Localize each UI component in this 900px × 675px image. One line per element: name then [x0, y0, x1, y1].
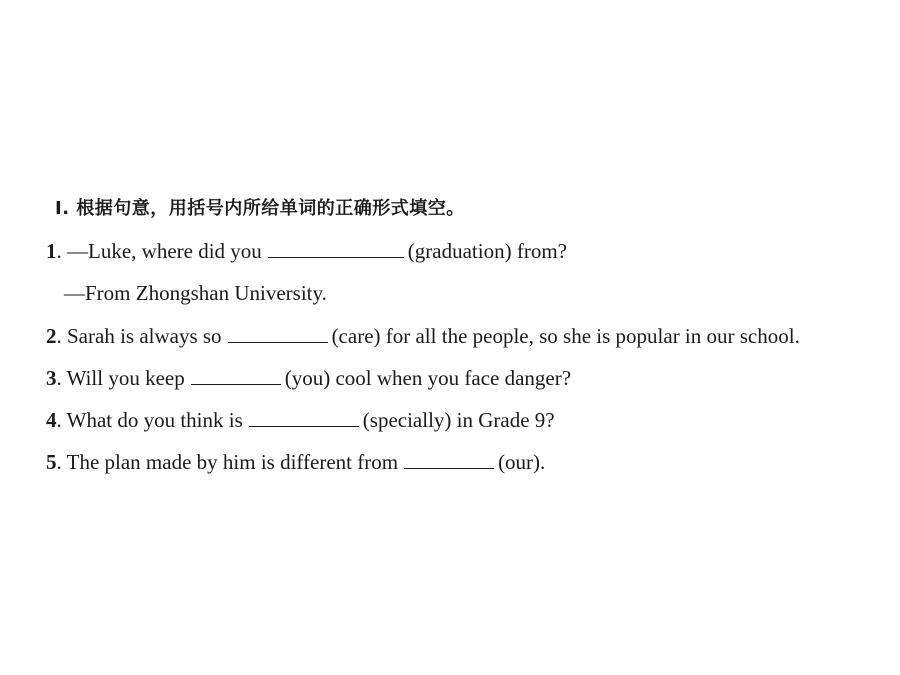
answer-blank[interactable] — [249, 408, 359, 427]
question-text: . —Luke, where did you — [56, 239, 262, 263]
question-text: . Will you keep — [56, 366, 185, 390]
question-2 — [46, 323, 800, 349]
answer-blank[interactable] — [228, 324, 328, 343]
word-hint: (specially) in Grade 9? — [362, 408, 555, 432]
answer-blank[interactable] — [404, 450, 494, 469]
question-4 — [46, 407, 555, 433]
question-number: 2 — [46, 324, 57, 348]
word-hint: (graduation) from? — [407, 239, 567, 263]
question-5 — [46, 449, 545, 475]
question-number: 1 — [46, 239, 57, 263]
question-number: 3 — [46, 366, 57, 390]
answer-blank[interactable] — [268, 239, 404, 258]
word-hint: (care) for all the people, so she is popular in our school. — [331, 324, 800, 348]
question-text: . The plan made by him is different from — [56, 450, 399, 474]
question-1 — [46, 238, 567, 264]
section-heading: Ⅰ. 根据句意，用括号内所给单词的正确形式填空。 — [55, 198, 465, 219]
answer-blank[interactable] — [191, 366, 281, 385]
question-text: . Sarah is always so — [56, 324, 222, 348]
word-hint: (you) cool when you face danger? — [284, 366, 572, 390]
question-number: 5 — [46, 450, 57, 474]
question-3 — [46, 365, 571, 391]
word-hint: (our). — [498, 450, 546, 474]
question-text: . What do you think is — [56, 408, 243, 432]
question-1-reply: —From Zhongshan University. — [64, 281, 327, 305]
question-number: 4 — [46, 408, 57, 432]
